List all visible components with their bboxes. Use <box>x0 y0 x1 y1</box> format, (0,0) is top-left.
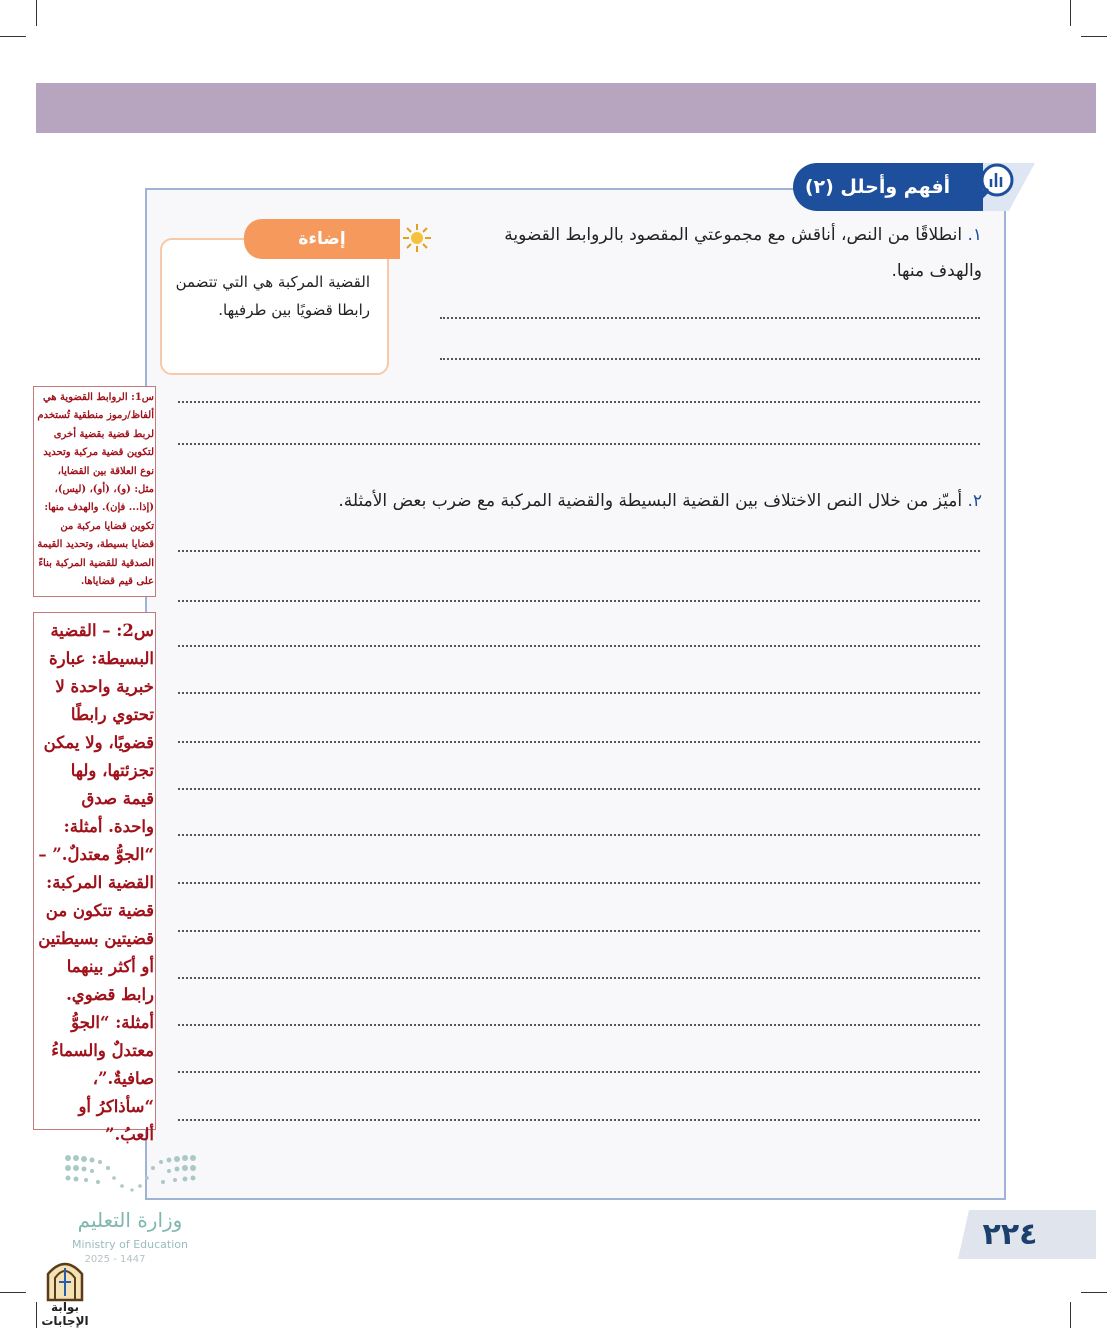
idaa-text: القضية المركبة هي التي تتضمن رابطا قضويًا بين طرفيها. <box>175 273 370 319</box>
answer-line[interactable] <box>178 788 980 790</box>
crop-mark <box>1070 0 1071 26</box>
answer-line[interactable] <box>178 401 980 403</box>
section-heading: أفهم وأحلل (٢) <box>804 176 951 198</box>
answer-line[interactable] <box>178 692 980 694</box>
answer-line[interactable] <box>178 600 980 602</box>
answer-line[interactable] <box>178 930 980 932</box>
answer-line[interactable] <box>178 882 980 884</box>
answer-line[interactable] <box>440 358 980 360</box>
crop-mark <box>1081 36 1107 37</box>
answer-line[interactable] <box>178 1119 980 1121</box>
question-text: أميّز من خلال النص الاختلاف بين القضية البسيطة والقضية المركبة مع ضرب بعض الأمثلة. <box>338 491 963 511</box>
ministry-logo-icon <box>62 1150 202 1198</box>
question-1 <box>422 222 982 248</box>
crop-mark <box>0 36 26 37</box>
question-text: انطلاقًا من النص، أناقش مع مجموعتي المقصود بالروابط القضوية <box>504 225 963 245</box>
answer-line[interactable] <box>178 1024 980 1026</box>
answer-box-1: س1: الروابط القضوية هي ألفاظ/رموز منطقية تُستخدم لربط قضية بقضية أخرى لتكوين قضية مركبة وتحديد نوع العلاقة بين القضايا، مثل: (و)، (أو)، (ليس)، (إذا... فإن). والهدف منها: تكوين قضايا مركبة من قضايا بسيطة، وتحديد القيمة الصدقية للقضية المركبة بناءً على قيم قضاياها. <box>33 386 156 597</box>
idaa-title: إضاءة <box>298 229 346 249</box>
top-color-band <box>36 83 1096 133</box>
answer-line[interactable] <box>178 645 980 647</box>
page-number: ٢٢٤ <box>982 1217 1038 1252</box>
crop-mark <box>1070 1302 1071 1328</box>
answer-line[interactable] <box>178 977 980 979</box>
crop-mark <box>1081 1292 1107 1293</box>
ministry-name-english: Ministry of Education <box>71 1238 188 1251</box>
answer-line[interactable] <box>178 443 980 445</box>
question-number: ١. <box>967 225 982 245</box>
question-1-continuation <box>422 258 982 284</box>
sun-icon <box>402 223 432 253</box>
crop-mark <box>0 1292 26 1293</box>
answer-line[interactable] <box>178 834 980 836</box>
answer-line[interactable] <box>178 741 980 743</box>
crop-mark <box>36 0 37 26</box>
question-number: ٢. <box>967 491 982 511</box>
question-text: والهدف منها. <box>891 261 982 281</box>
portal-gate-icon <box>44 1256 86 1302</box>
answer-line[interactable] <box>178 550 980 552</box>
magnifier-chart-icon <box>960 160 1020 212</box>
ministry-name-arabic: وزارة التعليم <box>77 1208 183 1232</box>
answer-box-2: س2: – القضية البسيطة: عبارة خبرية واحدة لا تحتوي رابطًا قضويًا، ولا يمكن تجزئتها، ولها قيمة صدق واحدة. أمثلة: “الجوُّ معتدلٌ.” – القضية المركبة: قضية تتكون من قضيتين بسيطتين أو أكثر بينهما رابط قضوي. أمثلة: “الجوُّ معتدلٌ والسماءُ صافيةٌ.”، “سأذاكرُ أو ألعبُ.” <box>33 612 156 1130</box>
question-2 <box>282 488 982 514</box>
ministry-year: 2025 - 1447 <box>84 1254 146 1265</box>
answer-line[interactable] <box>178 1071 980 1073</box>
portal-label: بوابة الإجابات <box>41 1300 89 1328</box>
answer-line[interactable] <box>440 317 980 319</box>
